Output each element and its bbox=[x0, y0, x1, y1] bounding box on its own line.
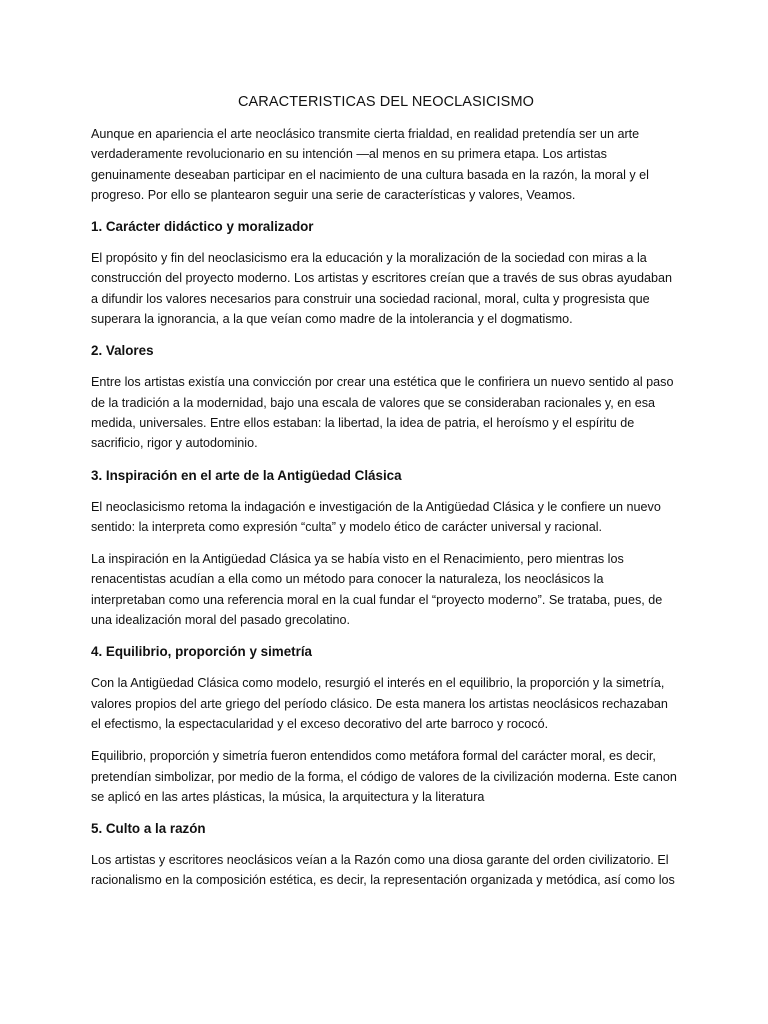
section-paragraph: Equilibrio, proporción y simetría fueron entendidos como metáfora formal del carácter moral, es decir, pretendían simbolizar, por medio de la forma, el código de valores de la civilización moderna. Este canon se aplicó en las artes plásticas, la música, la arquitectura y la literatura bbox=[91, 749, 677, 804]
section-1 bbox=[91, 217, 681, 329]
document-page bbox=[91, 92, 681, 903]
section-paragraph: Entre los artistas existía una convicción por crear una estética que le confiriera un nuevo sentido al paso de la tradición a la modernidad, bajo una escala de valores que se consideraban racionales y, en esa medida, universales. Entre ellos estaban: la libertad, la idea de patria, el heroísmo y el espíritu de sacrificio, rigor y autodominio. bbox=[91, 375, 674, 451]
section-2 bbox=[91, 341, 681, 453]
section-heading: 4. Equilibrio, proporción y simetría bbox=[91, 644, 312, 660]
section-heading: 2. Valores bbox=[91, 343, 154, 359]
section-paragraph: El neoclasicismo retoma la indagación e investigación de la Antigüedad Clásica y le confiere un nuevo sentido: la interpreta como expresión “culta” y modelo ético de carácter universal y racional. bbox=[91, 499, 661, 534]
intro-paragraph: Aunque en apariencia el arte neoclásico transmite cierta frialdad, en realidad pretendía ser un arte verdaderamente revolucionario en su intención —al menos en su primera etapa. Los artistas genuinamente deseaban participar en el nacimiento de una cultura basada en la razón, la moral y el progreso. Por ello se plantearon seguir una serie de características y valores, Veamos. bbox=[91, 127, 649, 202]
section-paragraph: Con la Antigüedad Clásica como modelo, resurgió el interés en el equilibrio, la proporción y la simetría, valores propios del arte griego del período clásico. De esta manera los artistas neoclásicos rechazaban el efectismo, la espectacularidad y el exceso decorativo del arte barroco y rococó. bbox=[91, 676, 668, 731]
section-paragraph: La inspiración en la Antigüedad Clásica ya se había visto en el Renacimiento, pero mientras los renacentistas acudían a ella como un método para conocer la naturaleza, los neoclásicos la interpretaban como una referencia moral en la cual fundar el “proyecto moderno”. Se trataba, pues, de una idealización moral del pasado grecolatino. bbox=[91, 552, 663, 628]
section-paragraph: Los artistas y escritores neoclásicos veían a la Razón como una diosa garante del orden civilizatorio. El racionalismo en la composición estética, es decir, la representación organizada y metódica, así como los bbox=[91, 853, 675, 888]
section-5 bbox=[91, 819, 681, 891]
section-heading: 5. Culto a la razón bbox=[91, 821, 206, 837]
section-heading: 3. Inspiración en el arte de la Antigüedad Clásica bbox=[91, 467, 402, 483]
document-title: CARACTERISTICAS DEL NEOCLASICISMO bbox=[237, 94, 535, 110]
section-3 bbox=[91, 466, 681, 631]
section-paragraph: El propósito y fin del neoclasicismo era la educación y la moralización de la sociedad con miras a la construcción del proyecto moderno. Los artistas y escritores creían que a través de sus obras ayudaban a difundir los valores necesarios para construir una sociedad racional, moral, culta y progresista que superara la ignorancia, a la que veían como madre de la intolerancia y el dogmatismo. bbox=[91, 251, 673, 327]
section-heading: 1. Carácter didáctico y moralizador bbox=[91, 219, 314, 235]
section-4 bbox=[91, 642, 681, 807]
